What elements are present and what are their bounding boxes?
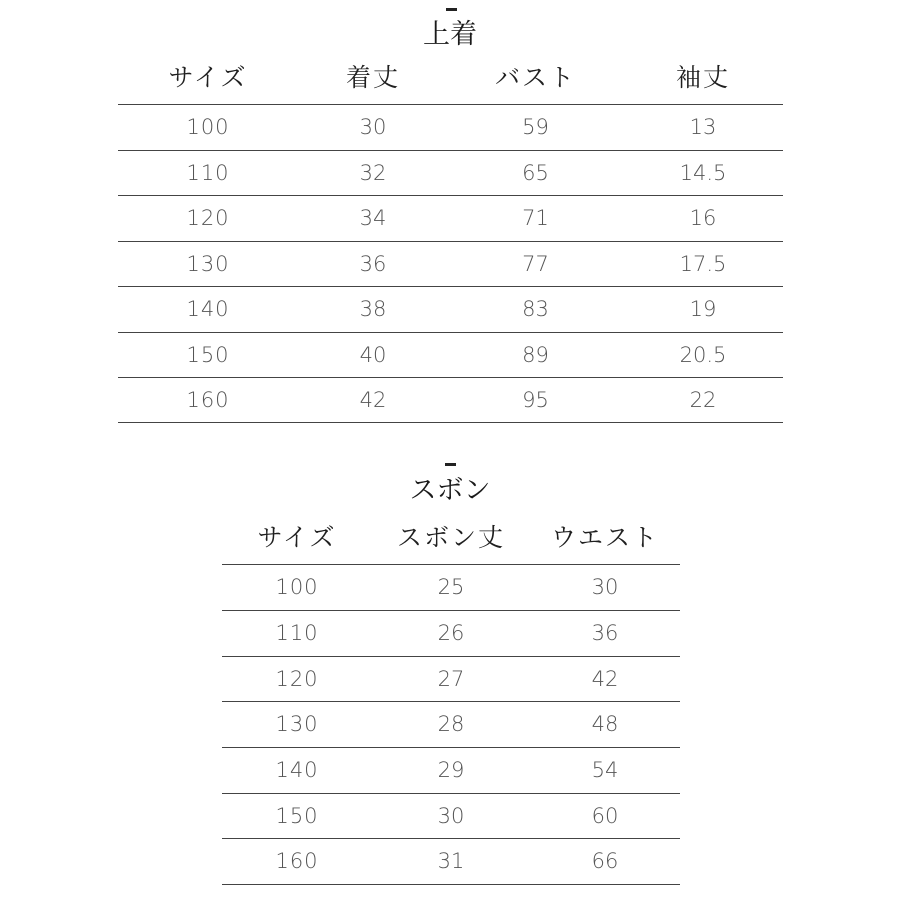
pants-length-cell: 31	[372, 838, 530, 884]
pants-size-cell: 100	[222, 564, 372, 610]
table-row	[118, 332, 783, 377]
pants-waist-cell: 36	[530, 610, 680, 656]
pants-header-length: スボン丈	[396, 522, 505, 552]
tops-bust-cell: 65	[448, 150, 623, 195]
tops-length-cell: 34	[298, 195, 448, 241]
table-row	[222, 838, 680, 884]
pants-size-table	[222, 508, 680, 885]
tops-size-cell: 110	[118, 150, 298, 195]
pants-waist-cell: 54	[530, 747, 680, 793]
pants-waist-cell: 30	[530, 564, 680, 610]
tops-bust-cell: 77	[448, 241, 623, 286]
pants-waist-cell: 48	[530, 701, 680, 747]
tops-length-cell: 40	[298, 332, 448, 377]
tops-sleeve-cell: 20.5	[623, 332, 783, 377]
tops-size-cell: 140	[118, 286, 298, 332]
tops-bust-cell: 95	[448, 377, 623, 422]
pants-length-cell: 28	[372, 701, 530, 747]
pants-length-cell: 25	[372, 564, 530, 610]
table-row	[222, 747, 680, 793]
tops-bust-cell: 71	[448, 195, 623, 241]
tops-bust-cell: 83	[448, 286, 623, 332]
tops-header-sleeve: 袖丈	[675, 62, 730, 92]
pants-header-size: サイズ	[257, 522, 337, 552]
table-row	[118, 195, 783, 241]
table-row	[222, 610, 680, 656]
tops-length-cell: 38	[298, 286, 448, 332]
table-row	[222, 793, 680, 838]
pants-size-cell: 130	[222, 701, 372, 747]
pants-header-row	[222, 508, 680, 564]
tops-title-mark	[446, 8, 457, 11]
pants-length-cell: 29	[372, 747, 530, 793]
table-row	[222, 701, 680, 747]
table-row	[118, 286, 783, 332]
tops-length-cell: 30	[298, 104, 448, 150]
tops-sleeve-cell: 13	[623, 104, 783, 150]
table-row	[222, 656, 680, 701]
pants-size-cell: 120	[222, 656, 372, 701]
pants-size-cell: 150	[222, 793, 372, 838]
tops-sleeve-cell: 17.5	[623, 241, 783, 286]
tops-size-cell: 130	[118, 241, 298, 286]
tops-sleeve-cell: 14.5	[623, 150, 783, 195]
tops-size-table	[118, 48, 783, 423]
tops-bust-cell: 89	[448, 332, 623, 377]
tops-size-cell: 100	[118, 104, 298, 150]
pants-length-cell: 26	[372, 610, 530, 656]
tops-size-cell: 120	[118, 195, 298, 241]
tops-size-cell: 150	[118, 332, 298, 377]
pants-length-cell: 27	[372, 656, 530, 701]
pants-size-cell: 140	[222, 747, 372, 793]
table-row	[118, 104, 783, 150]
tops-length-cell: 42	[298, 377, 448, 422]
tops-bust-cell: 59	[448, 104, 623, 150]
table-row	[118, 241, 783, 286]
table-row	[118, 150, 783, 195]
tops-header-row	[118, 48, 783, 104]
tops-sleeve-cell: 19	[623, 286, 783, 332]
pants-length-cell: 30	[372, 793, 530, 838]
tops-length-cell: 32	[298, 150, 448, 195]
pants-header-waist: ウエスト	[550, 522, 659, 552]
table-row	[222, 564, 680, 610]
tops-header-length: 着丈	[345, 62, 400, 92]
tops-sleeve-cell: 22	[623, 377, 783, 422]
pants-waist-cell: 42	[530, 656, 680, 701]
pants-size-cell: 160	[222, 838, 372, 884]
pants-size-cell: 110	[222, 610, 372, 656]
tops-length-cell: 36	[298, 241, 448, 286]
pants-waist-cell: 66	[530, 838, 680, 884]
table-row	[118, 377, 783, 422]
tops-sleeve-cell: 16	[623, 195, 783, 241]
pants-title-mark	[445, 463, 456, 466]
pants-waist-cell: 60	[530, 793, 680, 838]
pants-title: スボン	[409, 475, 491, 506]
tops-size-cell: 160	[118, 377, 298, 422]
tops-header-size: サイズ	[168, 62, 248, 92]
tops-header-bust: バスト	[494, 62, 576, 92]
tops-title: 上着	[423, 19, 477, 50]
